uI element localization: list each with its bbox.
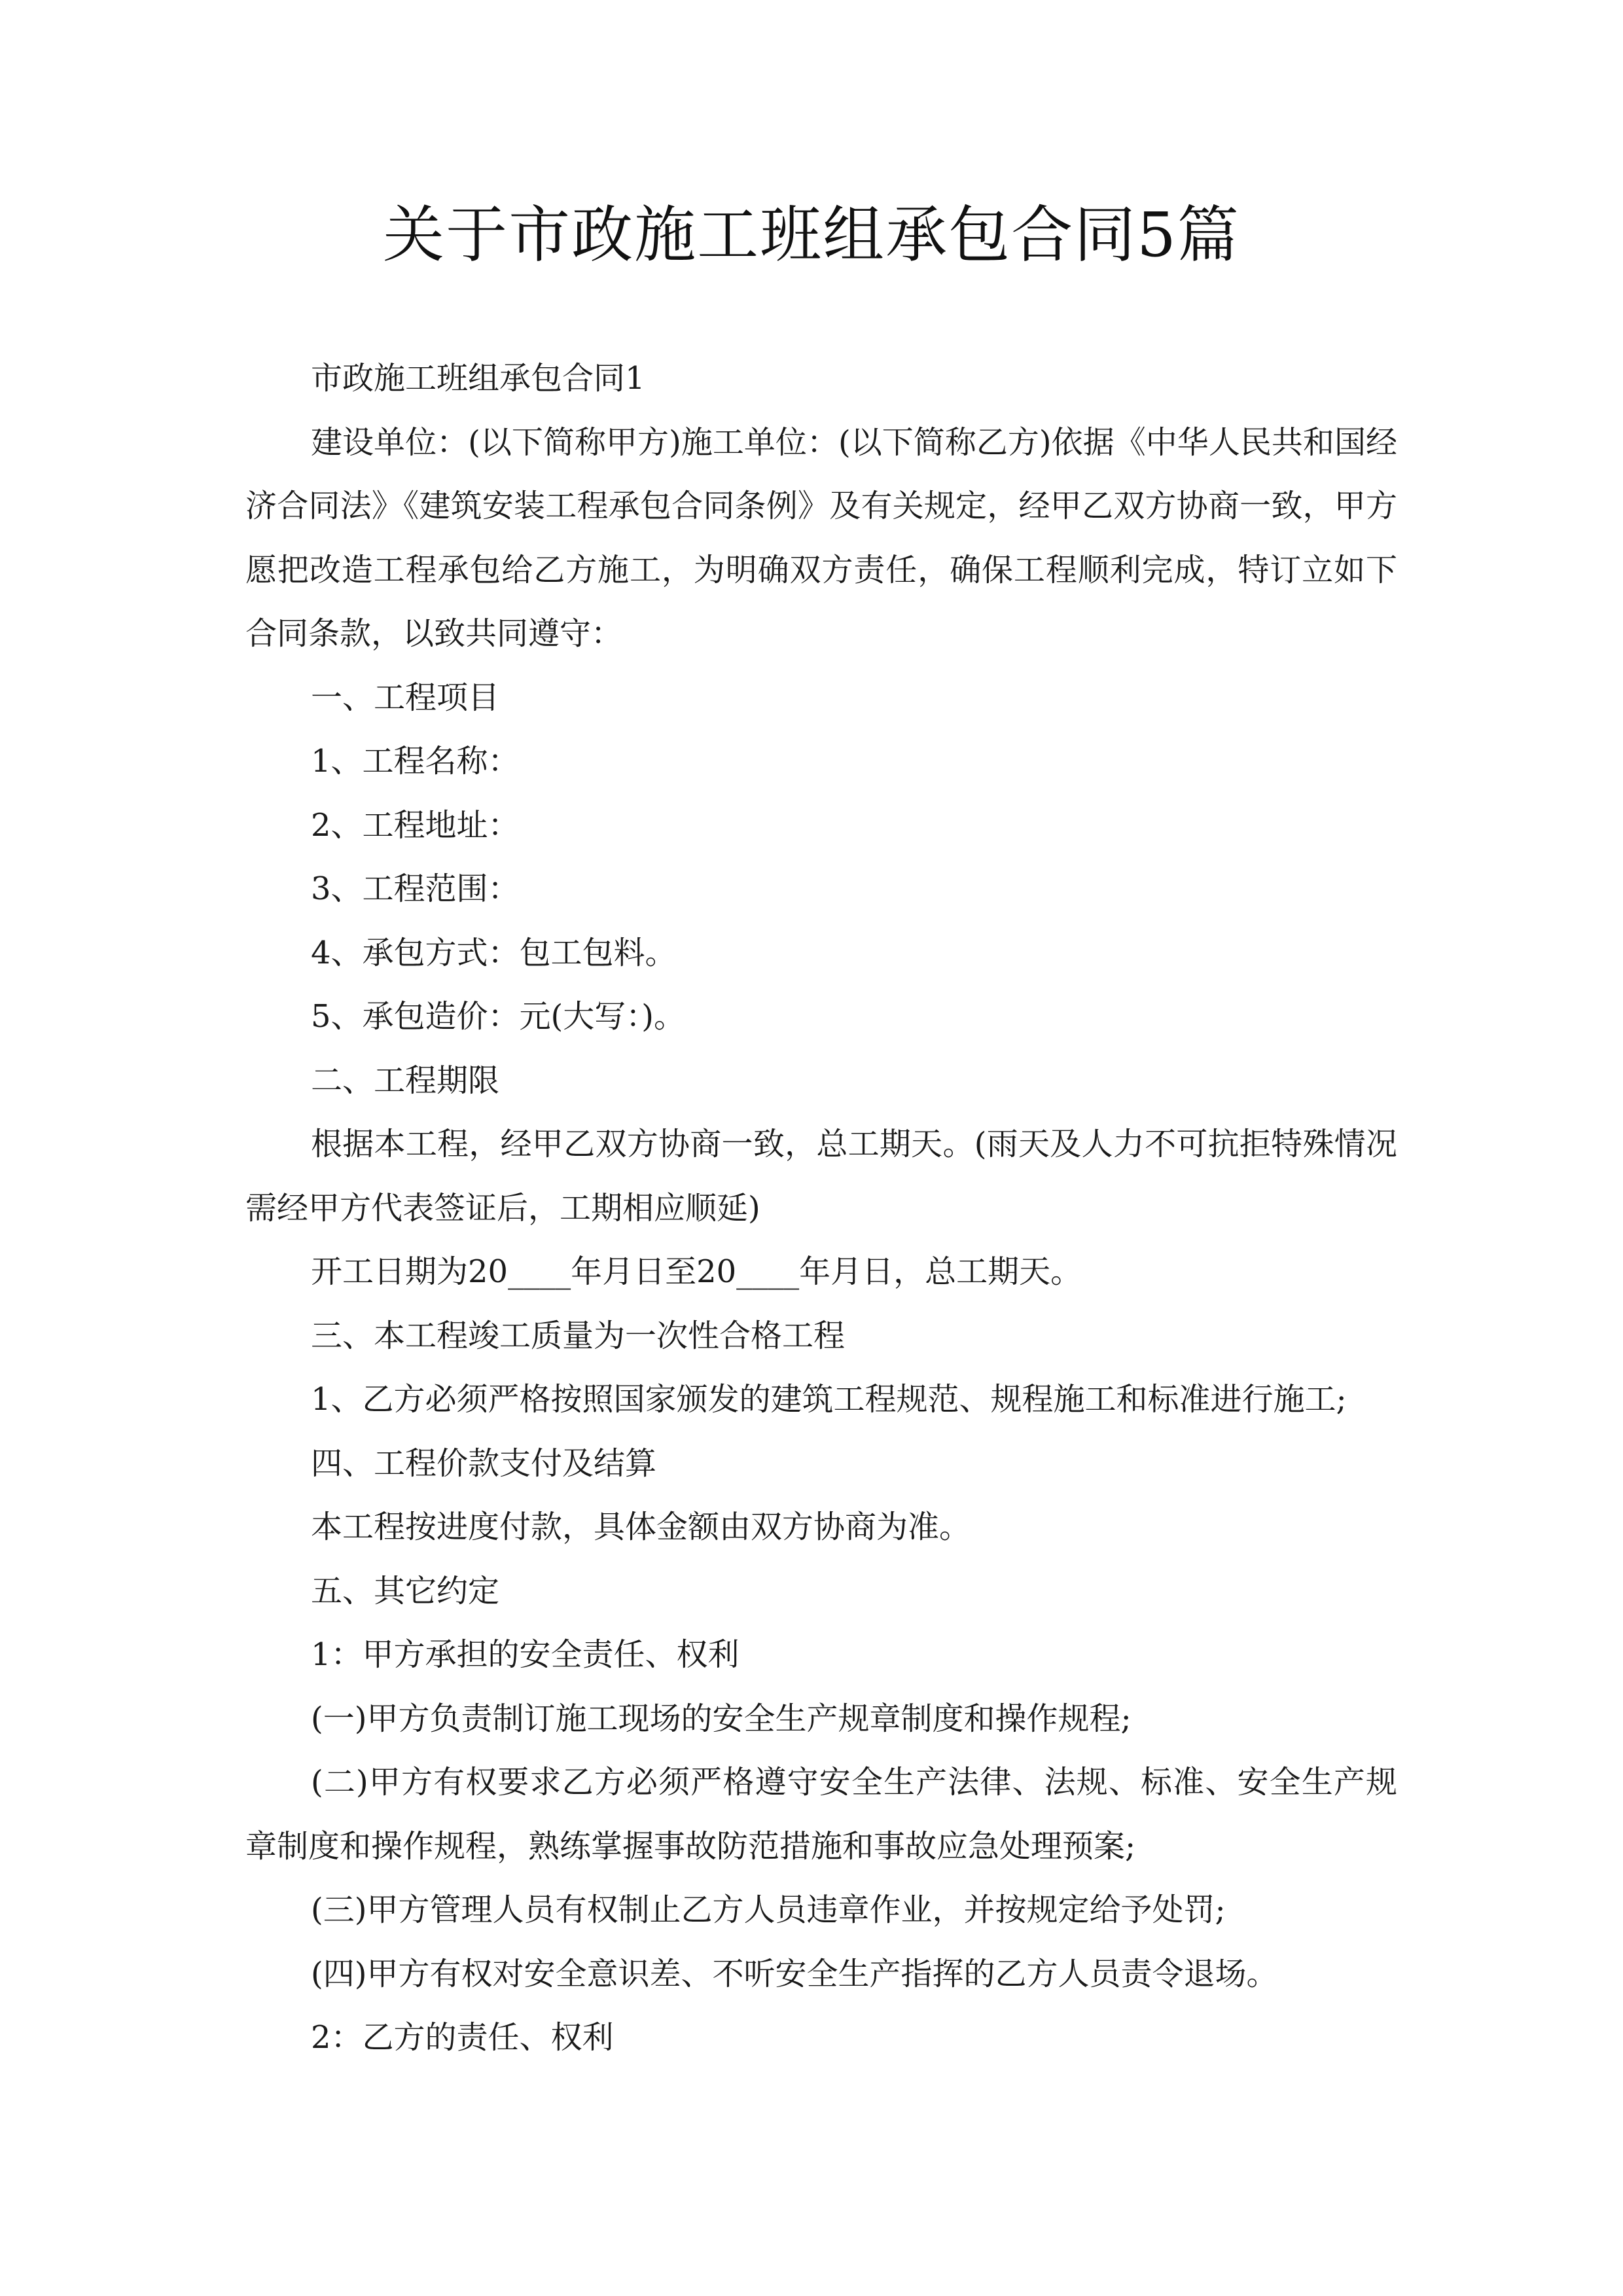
section-heading-project: 一、工程项目 bbox=[311, 679, 500, 716]
paragraph-project-scope: 3、工程范围： bbox=[311, 870, 520, 907]
paragraph-party-b-duties-heading: 2：乙方的责任、权利 bbox=[311, 2019, 614, 2056]
paragraph-party-a-duty-2: (二)甲方有权要求乙方必须严格遵守安全生产法律、法规、标准、安全生产规章制度和操作规程，熟练掌握事故防范措施和事故应急处理预案; bbox=[245, 1764, 1397, 1865]
section-heading-payment: 四、工程价款支付及结算 bbox=[311, 1444, 657, 1482]
section-heading-other: 五、其它约定 bbox=[311, 1572, 500, 1609]
paragraph-payment-terms: 本工程按进度付款，具体金额由双方协商为准。 bbox=[311, 1509, 971, 1545]
paragraph-project-name: 1、工程名称： bbox=[311, 743, 520, 780]
paragraph-contract-price: 5、承包造价：元(大写：)。 bbox=[311, 998, 685, 1035]
paragraph-contract-method: 4、承包方式：包工包料。 bbox=[311, 934, 677, 971]
paragraph-project-address: 2、工程地址： bbox=[311, 806, 520, 844]
document-title: 关于市政施工班组承包合同5篇 bbox=[383, 200, 1240, 271]
paragraph-quality-standard: 1、乙方必须严格按照国家颁发的建筑工程规范、规程施工和标准进行施工; bbox=[311, 1381, 1347, 1418]
section-heading-duration: 二、工程期限 bbox=[311, 1062, 500, 1099]
paragraph-party-a-duties-heading: 1：甲方承担的安全责任、权利 bbox=[311, 1636, 740, 1673]
document-body bbox=[245, 347, 1397, 2070]
paragraph-duration-terms: 根据本工程，经甲乙双方协商一致，总工期天。(雨天及人力不可抗拒特殊情况需经甲方代表签证后，工期相应顺延) bbox=[245, 1126, 1397, 1227]
paragraph-contract-heading: 市政施工班组承包合同1 bbox=[311, 360, 645, 397]
paragraph-party-a-duty-1: (一)甲方负责制订施工现场的安全生产规章制度和操作规程; bbox=[311, 1700, 1132, 1737]
paragraph-party-a-duty-3: (三)甲方管理人员有权制止乙方人员违章作业，并按规定给予处罚; bbox=[311, 1892, 1226, 1928]
paragraph-party-a-duty-4: (四)甲方有权对安全意识差、不听安全生产指挥的乙方人员责令退场。 bbox=[311, 1955, 1278, 1992]
paragraph-start-end-dates: 开工日期为20____年月日至20____年月日，总工期天。 bbox=[311, 1253, 1082, 1290]
section-heading-quality: 三、本工程竣工质量为一次性合格工程 bbox=[311, 1317, 846, 1354]
paragraph-preamble: 建设单位：(以下简称甲方)施工单位：(以下简称乙方)依据《中华人民共和国经济合同法》《建筑安装工程承包合同条例》及有关规定，经甲乙双方协商一致，甲方愿把改造工程承包给乙方施工，为明确双方责任，确保工程顺利完成，特订立如下合同条款，以致共同遵守： bbox=[245, 423, 1397, 652]
